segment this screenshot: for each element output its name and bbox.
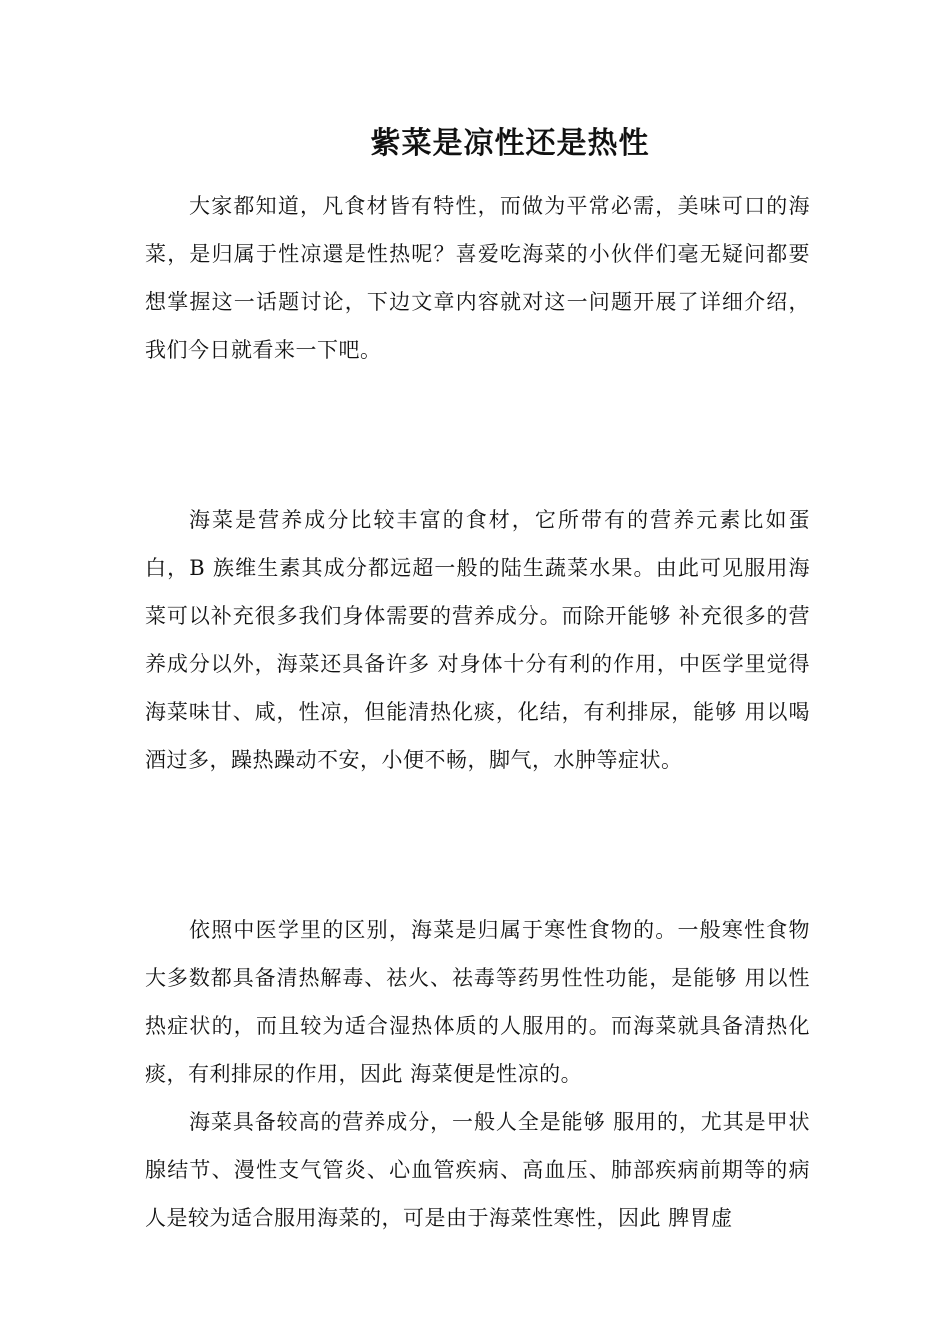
- document-title: 紫菜是凉性还是热性: [370, 126, 650, 161]
- paragraph-1: 大家都知道，凡食材皆有特性，而做为平常必需，美味可口的海菜，是归属于性凉還是性热呢？喜爱吃海菜的小伙伴们毫无疑问都要想掌握这一话题讨论，下边文章内容就对这一问题开展了详细介绍，我们今日就看来一下吧。: [145, 194, 810, 362]
- paragraph-3: 依照中医学里的区别，海菜是归属于寒性食物的。一般寒性食物大多数都具备清热解毒、祛火、祛毒等药男性性功能，是能够 用以性热症状的，而且较为适合湿热体质的人服用的。而海菜就具备清热化痰，有利排尿的作用，因此 海菜便是性凉的。: [145, 918, 810, 1086]
- paragraph-4: 海菜具备较高的营养成分，一般人全是能够 服用的，尤其是甲状腺结节、漫性支气管炎、心血管疾病、高血压、肺部疾病前期等的病人是较为适合服用海菜的，可是由于海菜性寒性，因此 脾胃虚: [145, 1110, 810, 1230]
- paragraph-2: 海菜是营养成分比较丰富的食材，它所带有的营养元素比如蛋白，B 族维生素其成分都远超一般的陆生蔬菜水果。由此可见服用海菜可以补充很多我们身体需要的营养成分。而除开能够 补充很多的营养成分以外，海菜还具备许多 对身体十分有利的作用，中医学里觉得海菜味甘、咸，性凉，但能清热化痰，化结，有利排尿，能够 用以喝酒过多，躁热躁动不安，小便不畅，脚气，水肿等症状。: [145, 508, 810, 772]
